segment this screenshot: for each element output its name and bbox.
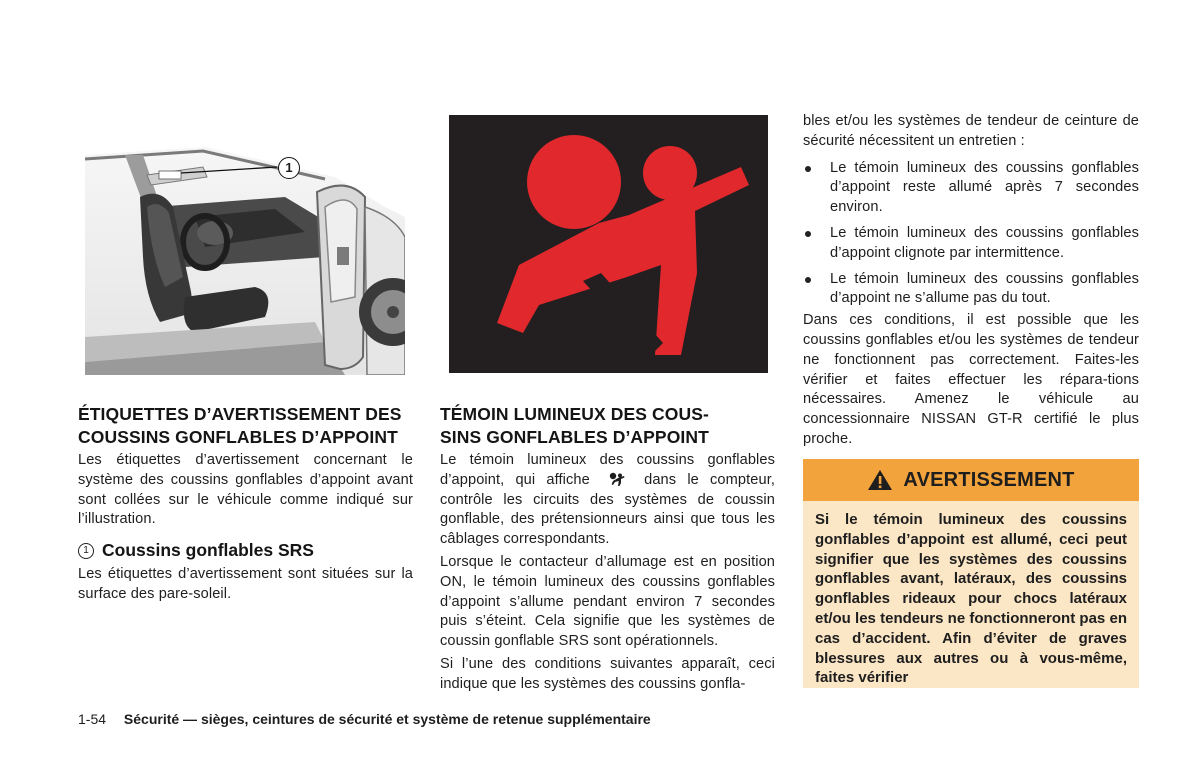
list-item bbox=[803, 224, 1139, 264]
airbag-inline-icon bbox=[609, 472, 625, 486]
car-door-open-drawing bbox=[85, 137, 405, 375]
middle-text-column bbox=[440, 403, 775, 695]
list-item bbox=[803, 159, 1139, 218]
callout-marker bbox=[278, 157, 300, 179]
airbag-indicator-image bbox=[449, 115, 768, 373]
list-item-text: Le témoin lumineux des coussins gonflables d’appoint reste allumé après 7 secondes environ. bbox=[830, 159, 1139, 216]
conditions-list bbox=[803, 159, 1139, 310]
bullet-icon bbox=[805, 166, 811, 172]
paragraph-1-start: Le témoin lumineux des coussins gonflables d’appoint, qui affiche bbox=[440, 452, 775, 488]
paragraph-1-end: dans le compteur, contrôle les circuits des systèmes de coussin gonflable, des prétensionneurs ainsi que tous les câblages correspondants. bbox=[440, 471, 776, 548]
callout-marker-label: 1 bbox=[285, 160, 293, 175]
callout-number: 1 bbox=[78, 543, 94, 559]
warning-title: AVERTISSEMENT bbox=[903, 468, 1075, 491]
sub-heading: Coussins gonflables SRS bbox=[102, 540, 314, 561]
page-footer bbox=[78, 711, 838, 727]
right-text-column bbox=[803, 112, 1139, 450]
intro-paragraph: bles et/ou les systèmes de tendeur de ceinture de sécurité nécessitent un entretien : bbox=[803, 113, 1139, 149]
airbag-warning-light-icon bbox=[449, 115, 768, 373]
conditions-paragraph: Dans ces conditions, il est possible que les coussins gonflables et/ou les systèmes de tendeur ne fonctionnent pas correctement. Faites-les vérifier et faites effectuer les répara-tions nécessaires. Amenez le véhicule au concessionnaire NISSAN GT-R certifié le plus proche. bbox=[803, 312, 1139, 447]
section-heading: TÉMOIN LUMINEUX DES COUS-SINS GONFLABLES D’APPOINT bbox=[440, 404, 709, 447]
warning-triangle-icon bbox=[867, 469, 893, 491]
paragraph-1 bbox=[440, 451, 775, 550]
paragraph-2: Lorsque le contacteur d’allumage est en position ON, le témoin lumineux des coussins gonflables d’appoint s’allume pendant environ 7 secondes puis s’éteint. Cela signifie que les systèmes de coussin gonflable SRS sont opérationnels. bbox=[440, 553, 775, 650]
sub-heading-row bbox=[78, 540, 413, 561]
sub-paragraph: Les étiquettes d’avertissement sont situées sur la surface des pare-soleil. bbox=[78, 566, 413, 602]
list-item-text: Le témoin lumineux des coussins gonflables d’appoint ne s’allume pas du tout. bbox=[830, 270, 1139, 307]
warning-box bbox=[803, 459, 1139, 688]
left-text-column bbox=[78, 403, 413, 605]
section-paragraph: Les étiquettes d’avertissement concernant le système des coussins gonflables d’appoint avant sont collées sur le véhicule comme indiqué sur l’illustration. bbox=[78, 452, 413, 528]
section-heading: ÉTIQUETTES D’AVERTISSEMENT DES COUSSINS GONFLABLES D’APPOINT bbox=[78, 404, 402, 447]
warning-header bbox=[803, 459, 1139, 501]
car-interior-illustration bbox=[85, 137, 405, 375]
bullet-icon bbox=[805, 277, 811, 283]
list-item bbox=[803, 270, 1139, 310]
chapter-title: Sécurité — sièges, ceintures de sécurité et système de retenue supplémentaire bbox=[123, 711, 651, 727]
list-item-text: Le témoin lumineux des coussins gonflables d’appoint clignote par intermittence. bbox=[830, 224, 1139, 261]
bullet-icon bbox=[805, 231, 811, 237]
paragraph-3: Si l’une des conditions suivantes apparaît, ceci indique que les systèmes des coussins gonfla- bbox=[440, 655, 775, 692]
warning-text: Si le témoin lumineux des coussins gonflables d’appoint est allumé, ceci peut signifier que les systèmes des coussins gonflables avant, latéraux, des coussins gonflables rideaux pour chocs latéraux et/ou les tendeurs ne fonctionneront pas en cas d’accident. Afin d’éviter de graves blessures aux autres ou à vous-même, faites vérifier bbox=[815, 511, 1127, 687]
page-number: 1-54 bbox=[78, 711, 107, 727]
